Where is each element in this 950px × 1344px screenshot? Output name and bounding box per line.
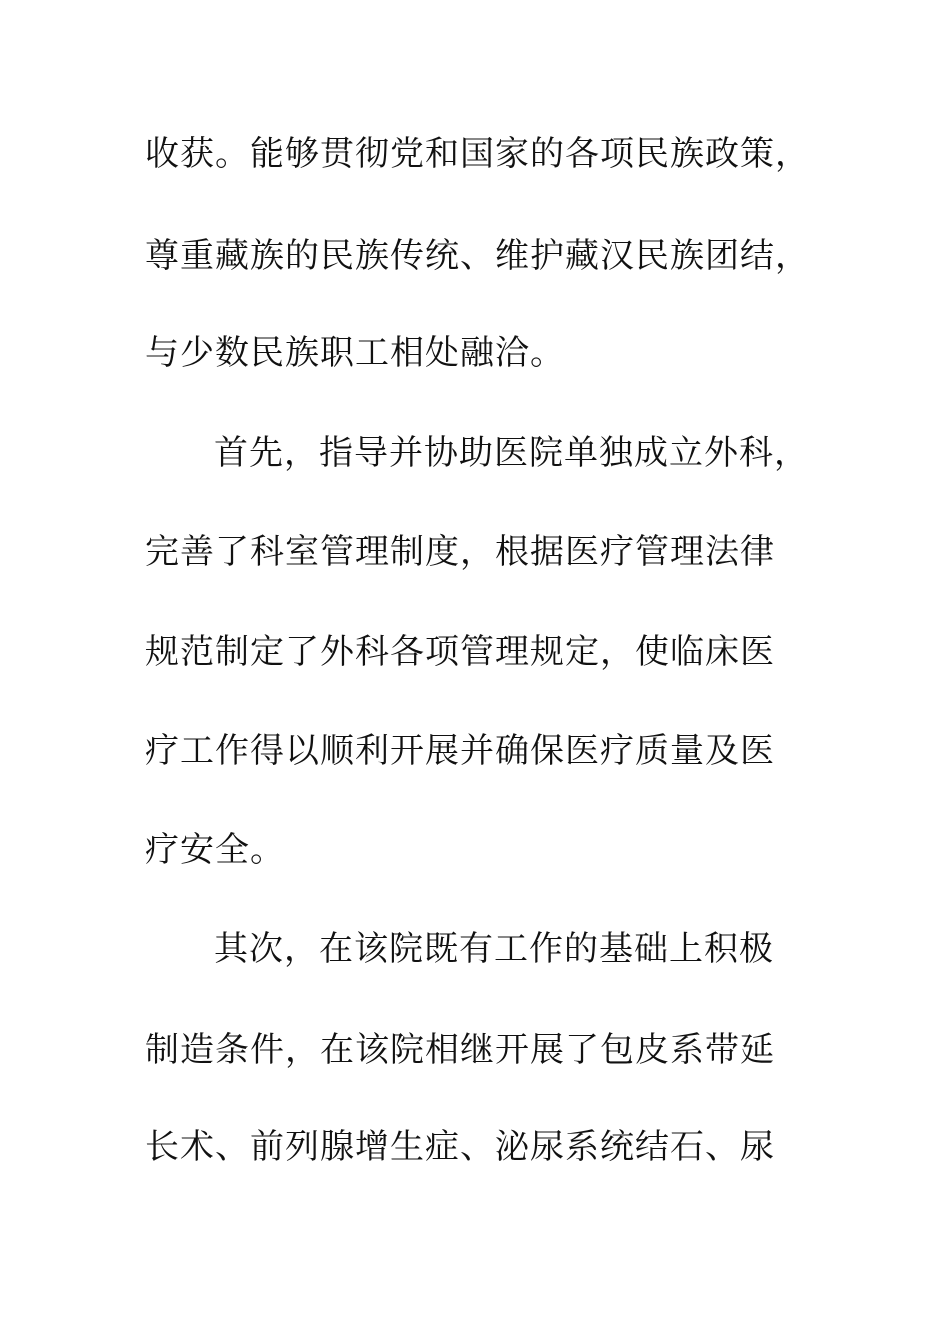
text-line: 长术、前列腺增生症、泌尿系统结石、尿 [145,1127,775,1167]
text-line: 疗工作得以顺利开展并确保医疗质量及医 [145,731,775,771]
text-line: 尊重藏族的民族传统、维护藏汉民族团结， [145,236,810,276]
text-line: 制造条件，在该院相继开展了包皮系带延 [145,1030,775,1070]
text-line: 完善了科室管理制度，根据医疗管理法律 [145,532,775,572]
text-line: 疗安全。 [145,830,285,870]
text-line: 收获。能够贯彻党和国家的各项民族政策， [145,134,810,174]
text-line: 与少数民族职工相处融洽。 [145,333,565,373]
text-line: 规范制定了外科各项管理规定，使临床医 [145,632,775,672]
paragraph-first-line: 其次，在该院既有工作的基础上积极 [214,929,774,969]
paragraph-first-line: 首先，指导并协助医院单独成立外科， [214,433,809,473]
